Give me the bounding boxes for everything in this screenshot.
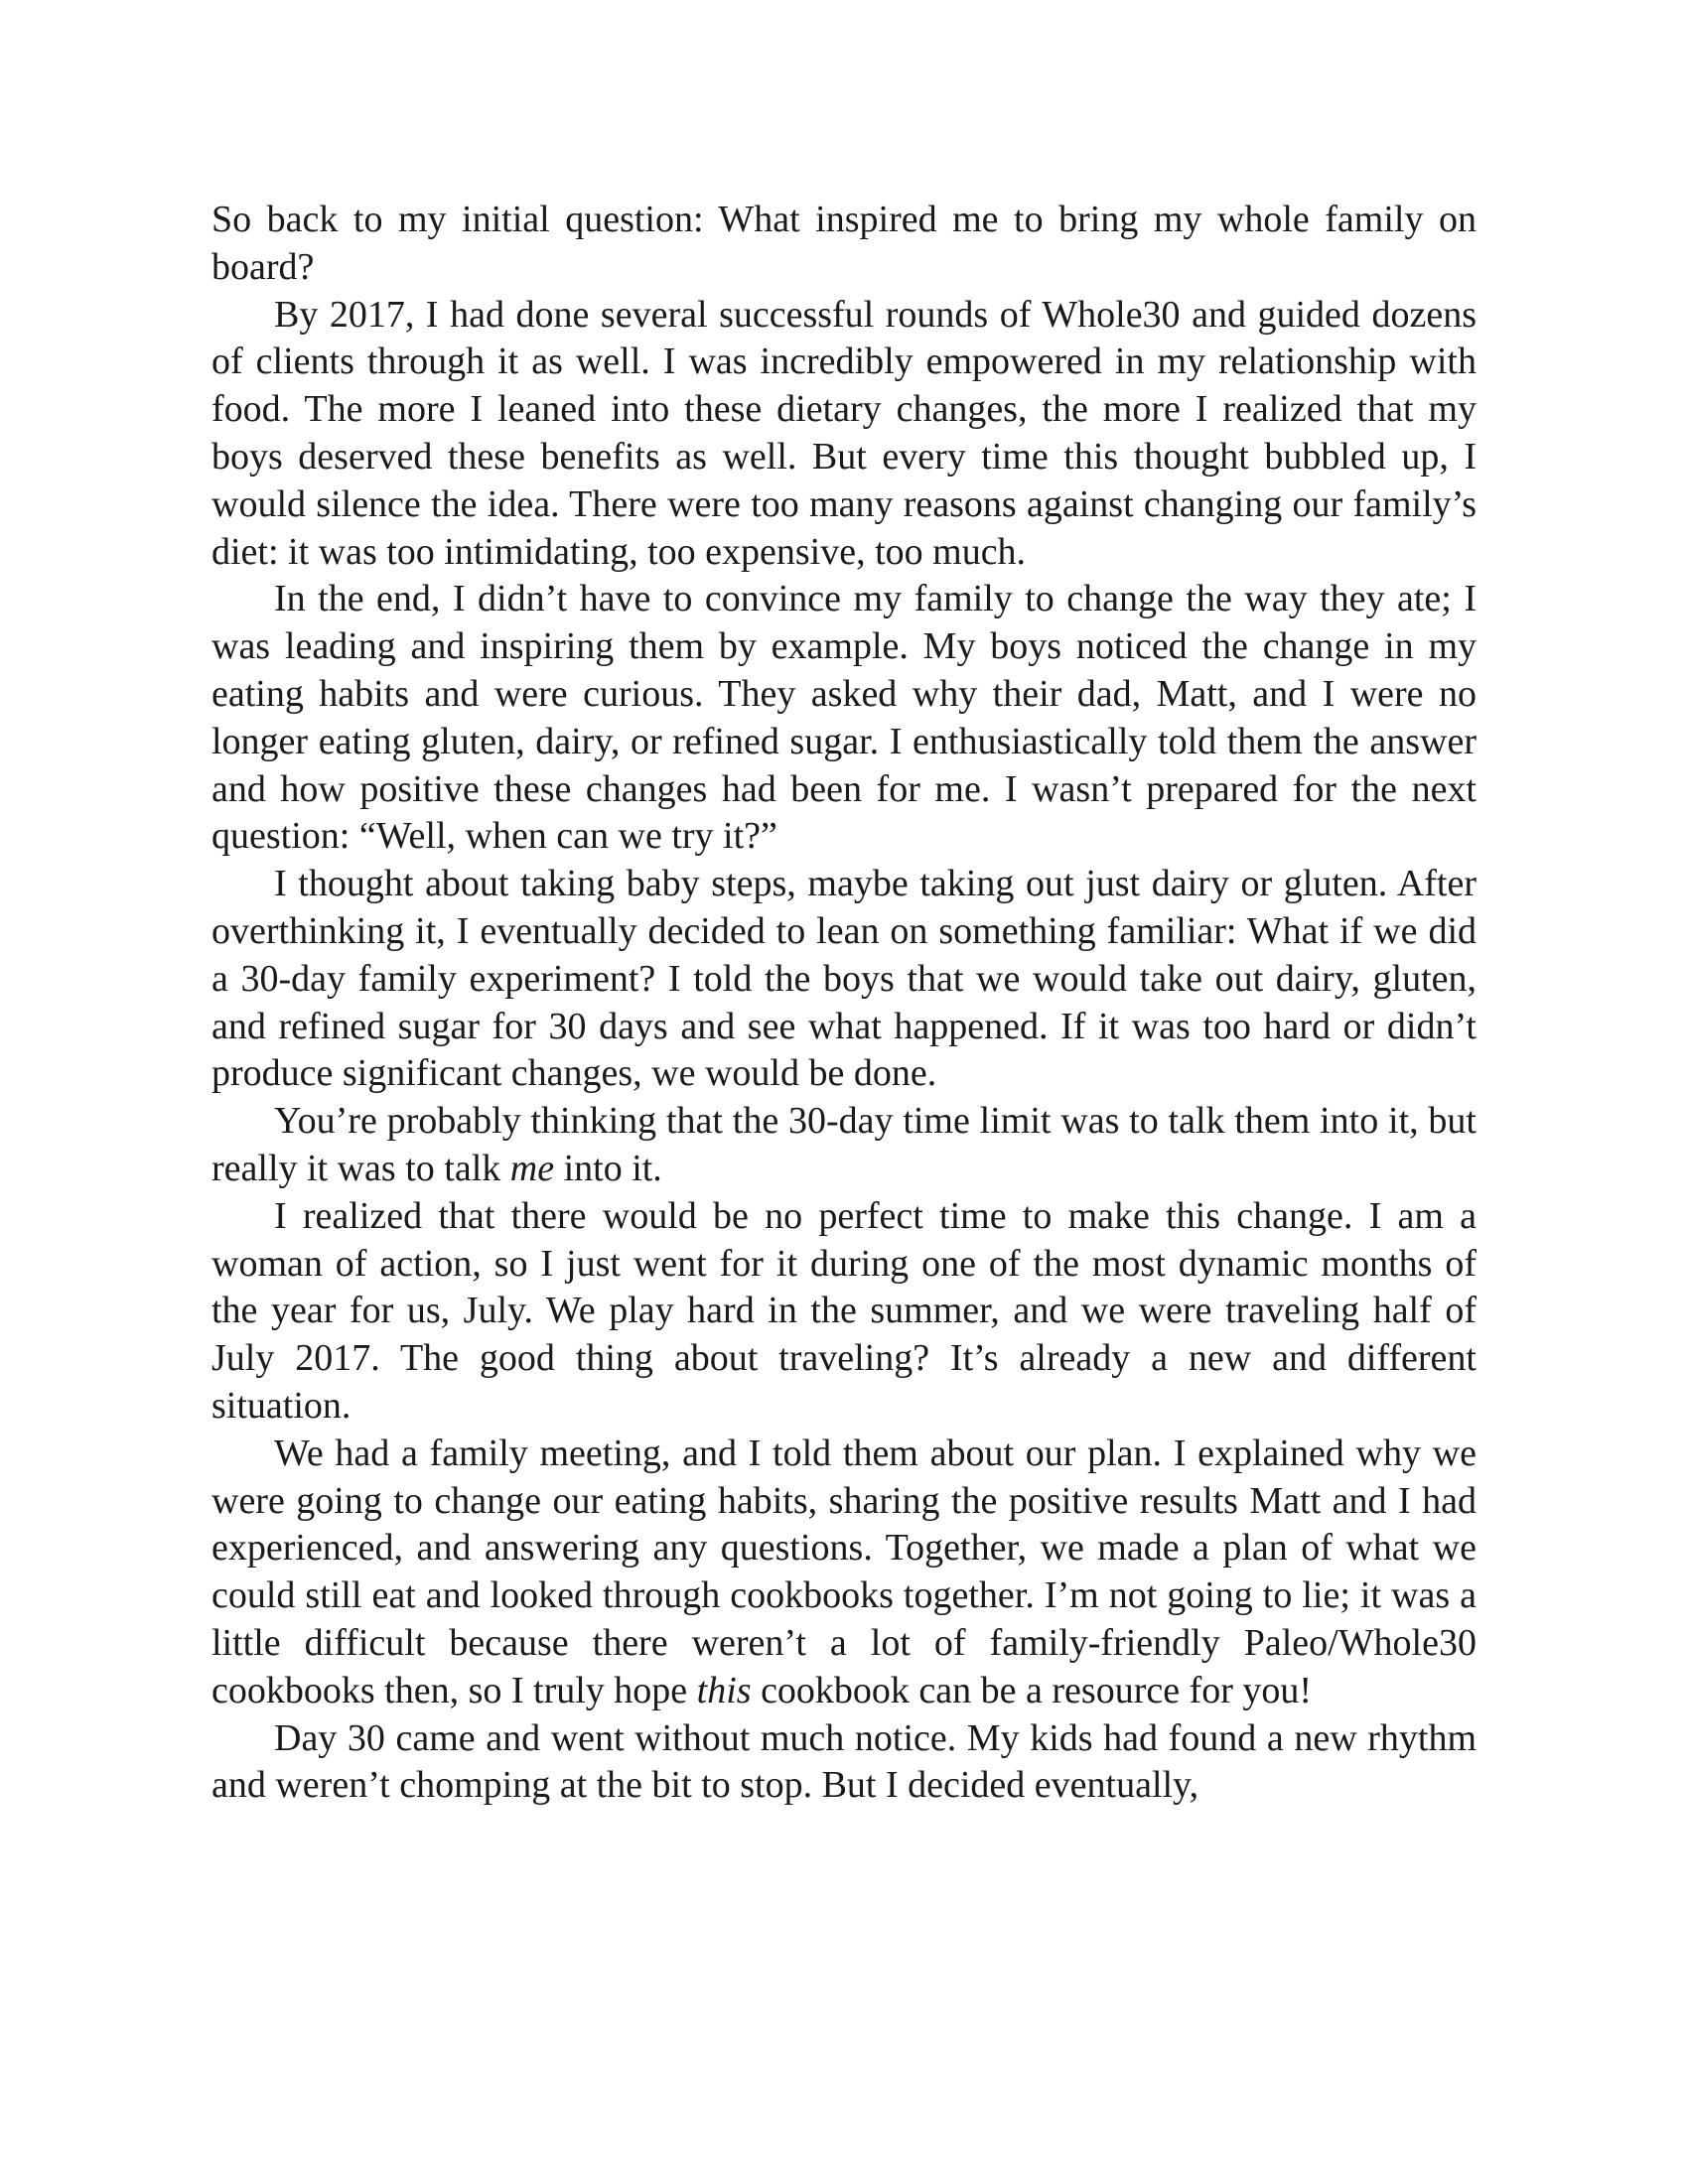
paragraph-6 <box>211 1193 1477 1431</box>
paragraph-8-text: Day 30 came and went without much notice. My kids had found a new rhythm and weren’t chomping at the bit to stop. But I decided eventually, <box>211 1716 1477 1807</box>
paragraph-2 <box>211 292 1477 577</box>
paragraph-1 <box>211 197 1477 292</box>
paragraph-5-text-b: into it. <box>554 1147 662 1189</box>
paragraph-3-text: In the end, I didn’t have to convince my family to change the way they ate; I was leading and inspiring them by example. My boys noticed the change in my eating habits and were curious. They asked why their dad, Matt, and I were no longer eating gluten, dairy, or refined sugar. I enthusiastically told them the answer and how positive these changes had been for me. I wasn’t prepared for the next question: “Well, when can we try it?” <box>211 578 1477 858</box>
paragraph-1-text: So back to my initial question: What inspired me to bring my whole family on board? <box>211 199 1477 288</box>
paragraph-5 <box>211 1098 1477 1193</box>
paragraph-7-text-b: cookbook can be a resource for you! <box>751 1669 1313 1711</box>
paragraph-5-emphasis: me <box>509 1147 555 1189</box>
paragraph-7-emphasis: this <box>696 1669 752 1711</box>
paragraph-6-text: I realized that there would be no perfect time to make this change. I am a woman of action, so I just went for it during one of the most dynamic months of the year for us, July. We play hard in the summer, and we were traveling half of July 2017. The good thing about traveling? It’s already a new and different situation. <box>211 1194 1477 1427</box>
paragraph-7 <box>211 1431 1477 1715</box>
paragraph-4 <box>211 861 1477 1098</box>
paragraph-8 <box>211 1715 1477 1811</box>
paragraph-7-text-a: We had a family meeting, and I told them about our plan. I explained why we were going to change our eating habits, sharing the positive results Matt and I had experienced, and answering any questions. Together, we made a plan of what we could still eat and looked through cookbooks together. I’m not going to lie; it was a little difficult because there weren’t a lot of family-friendly Paleo/Whole30 cookbooks then, so I truly hope <box>211 1432 1477 1711</box>
paragraph-5-text-a: You’re probably thinking that the 30-day time limit was to talk them into it, but really it was to talk <box>211 1100 1477 1189</box>
paragraph-3 <box>211 576 1477 861</box>
body-text <box>211 197 1477 1810</box>
paragraph-4-text: I thought about taking baby steps, maybe taking out just dairy or gluten. After overthinking it, I eventually decided to lean on something familiar: What if we did a 30-day family experiment? I told the boys that we would take out dairy, gluten, and refined sugar for 30 days and see what happened. If it was too hard or didn’t produce significant changes, we would be done. <box>211 863 1477 1095</box>
paragraph-2-text: By 2017, I had done several successful rounds of Whole30 and guided dozens of clients through it as well. I was incredibly empowered in my relationship with food. The more I leaned into these dietary changes, the more I realized that my boys deserved these benefits as well. But every time this thought bubbled up, I would silence the idea. There were too many reasons against changing our family’s diet: it was too intimidating, too expensive, too much. <box>211 293 1477 573</box>
